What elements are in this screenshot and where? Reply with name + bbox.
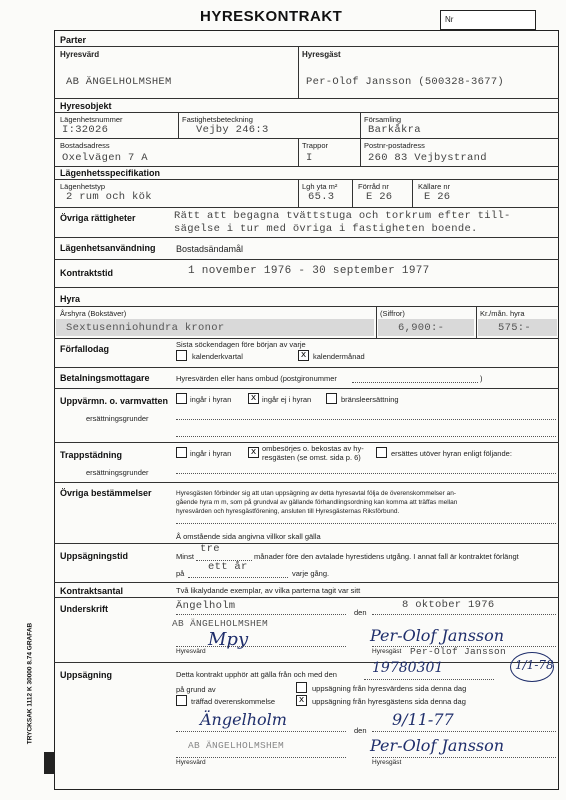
uppsagning-vard-checkbox[interactable] <box>296 682 307 693</box>
lagenhetsnummer-value: I:32026 <box>62 124 109 136</box>
forsamling-label: Församling <box>364 115 402 124</box>
lagenhetsspec-heading: Lägenhetsspecifikation <box>60 168 161 178</box>
circled-note <box>510 652 554 682</box>
trapp-ersattning-label: ersättningsgrunder <box>86 468 149 477</box>
uppsagning-hyresgast-label: Hyresgäst <box>372 759 402 766</box>
arshyra-value: Sextusenniohundra kronor <box>66 322 225 334</box>
underskrift-place: Ängelholm <box>176 600 236 612</box>
uppsagningstid-label: Uppsägningstid <box>60 551 128 561</box>
rule <box>54 207 559 208</box>
rule <box>54 46 559 47</box>
uppsagningstid-text: månader före den avtalade hyrestidens utgång. I annat fall är kontraktet förlängt <box>254 552 519 561</box>
underskrift-stamp: AB ÄNGELHOLMSHEM <box>172 618 269 629</box>
nr-label: Nr <box>445 15 454 24</box>
betalning-close: ) <box>480 374 483 383</box>
kallare-label: Källare nr <box>418 182 451 191</box>
rule <box>178 112 179 138</box>
trapp-ersattes-checkbox[interactable] <box>376 447 387 458</box>
trapp-ingar-label: ingår i hyran <box>190 449 232 458</box>
trappor-value: I <box>306 152 313 164</box>
uppvarmning-ingar-checkbox[interactable] <box>176 393 187 404</box>
typ-value: 2 rum och kök <box>66 191 152 203</box>
uppsagning-stamp: AB ÄNGELHOLMSHEM <box>188 740 285 751</box>
page-title: HYRESKONTRAKT <box>200 8 343 25</box>
dotted-line <box>372 757 556 758</box>
uppsagning-place: Ängelholm <box>200 710 287 729</box>
bostadsadress-label: Bostadsadress <box>60 141 110 150</box>
uppsagning-gast-label: uppsägning från hyresgästens sida denna dag <box>312 697 466 706</box>
rule <box>54 662 559 663</box>
rule <box>298 179 299 207</box>
minst-label: Minst <box>176 552 194 561</box>
uppvarmning-ersattning-label: ersättningsgrunder <box>86 414 149 423</box>
betalning-label: Betalningsmottagare <box>60 373 150 383</box>
typ-label: Lägenhetstyp <box>60 182 106 191</box>
dotted-line <box>188 577 288 578</box>
siffror-label: (Siffror) <box>380 309 405 318</box>
varje-label: varje gång. <box>292 569 330 578</box>
ovriga-rattigheter-label: Övriga rättigheter <box>60 213 136 223</box>
rule <box>412 179 413 207</box>
manader-value: tre <box>200 543 220 555</box>
hyresvard-value: AB ÄNGELHOLMSHEM <box>66 76 172 88</box>
trapp-ersattes-label: ersättes utöver hyran enligt följande: <box>391 449 512 458</box>
kontraktstid-label: Kontraktstid <box>60 268 114 278</box>
rule <box>54 259 559 260</box>
trapp-ombesorjes-line2: resgästen (se omst. sida p. 6) <box>262 453 361 462</box>
uppsagning-den: den <box>354 726 367 735</box>
yta-value: 65.3 <box>308 191 335 203</box>
rule <box>54 543 559 544</box>
rule <box>54 179 559 180</box>
dotted-line <box>176 419 556 420</box>
uppsagning-date: 19780301 <box>372 660 444 676</box>
dotted-line <box>176 646 346 647</box>
ovriga-rattigheter-line1: Rätt att begagna tvättstuga och torkrum efter till- <box>174 210 511 222</box>
dotted-line <box>176 523 556 524</box>
manad-label: Kr./mån. hyra <box>480 309 525 318</box>
uppvarmning-ingar-ej-checkbox[interactable]: x <box>248 393 259 404</box>
traffad-checkbox[interactable] <box>176 695 187 706</box>
arshyra-label: Årshyra (Bokstäver) <box>60 309 127 318</box>
kontraktsantal-text: Två likalydande exemplar, av vilka parterna tagit var sitt <box>176 586 361 595</box>
uppvarmning-bransle-label: bränsleersättning <box>341 395 399 404</box>
rule <box>54 597 559 598</box>
ovriga-bestammelser-label: Övriga bestämmelser <box>60 488 152 498</box>
kontraktstid-value: 1 november 1976 - 30 september 1977 <box>188 265 430 277</box>
omstaende-text: Å omstående sida angivna villkor skall gälla <box>176 532 321 541</box>
hyra-heading: Hyra <box>60 294 81 304</box>
rule <box>54 338 559 339</box>
forrad-label: Förråd nr <box>358 182 389 191</box>
forfallodag-text: Sista söckendagen före början av varje <box>176 340 306 349</box>
rule <box>298 46 299 98</box>
uppvarmning-bransle-checkbox[interactable] <box>326 393 337 404</box>
fastighet-value: Vejby 246:3 <box>196 124 269 136</box>
siffror-value: 6,900:- <box>398 322 445 334</box>
underskrift-hyresgast-name: Per-Olof Jansson <box>410 646 507 657</box>
hyresobjekt-heading: Hyresobjekt <box>60 101 112 111</box>
uppsagning-date-hand: 9/11-77 <box>392 710 454 729</box>
dotted-line <box>176 473 556 474</box>
kalenderkvartal-checkbox[interactable] <box>176 350 187 361</box>
hyresgast-signature-2: Per-Olof Jansson <box>370 736 505 755</box>
traffad-label: träffad överenskommelse <box>191 697 276 706</box>
rule <box>54 388 559 389</box>
pa-label: på <box>176 569 185 578</box>
pa-grund-label: på grund av <box>176 685 216 694</box>
uppsagning-hyresvard-label: Hyresvärd <box>176 759 206 766</box>
rule <box>298 138 299 166</box>
trappstadning-label: Trappstädning <box>60 450 123 460</box>
rule <box>54 166 559 167</box>
postnr-value: 260 83 Vejbystrand <box>368 152 487 164</box>
dotted-line <box>352 382 478 383</box>
uppvarmning-label: Uppvärmn. o. varmvatten <box>60 396 169 406</box>
underskrift-date: 8 oktober 1976 <box>402 599 495 611</box>
dotted-line <box>176 731 346 732</box>
rule <box>54 287 559 288</box>
lagenhetsanvandning-value: Bostadsändamål <box>176 244 244 254</box>
kalenderkvartal-label: kalenderkvartal <box>192 352 243 361</box>
kalendermanad-label: kalendermånad <box>313 352 365 361</box>
forfallodag-label: Förfallodag <box>60 344 109 354</box>
rule <box>376 306 377 338</box>
dotted-line <box>176 757 346 758</box>
ovriga-bestammelser-line3: hyresvärden och hyresgästförening, ansluten till Hyresgästernas Riksförbund. <box>176 508 400 515</box>
uppsagning-gast-checkbox[interactable]: x <box>296 695 307 706</box>
rule <box>54 237 559 238</box>
dotted-line <box>176 614 346 615</box>
ovriga-rattigheter-line2: sägelse i tur med övriga i fastigheten boende. <box>174 223 478 235</box>
hyresgast-signature-1: Per-Olof Jansson <box>370 626 505 645</box>
period-value: ett år <box>208 561 248 573</box>
lagenhetsanvandning-label: Lägenhetsanvändning <box>60 243 156 253</box>
forsamling-value: Barkåkra <box>368 124 421 136</box>
uppsagning-vard-label: uppsägning från hyresvärdens sida denna dag <box>312 684 467 693</box>
hyresvard-label: Hyresvärd <box>60 50 100 59</box>
dotted-line <box>176 436 556 437</box>
circled-note-text: 1/1-78 <box>515 658 554 672</box>
underskrift-hyresgast-label: Hyresgäst <box>372 648 402 655</box>
rule <box>54 112 559 113</box>
publisher-logo <box>44 752 54 774</box>
underskrift-den: den <box>354 608 367 617</box>
rule <box>54 98 559 99</box>
uppsagning-label: Uppsägning <box>60 670 112 680</box>
underskrift-hyresvard-label: Hyresvärd <box>176 648 206 655</box>
postnr-label: Postnr-postadress <box>364 141 425 150</box>
rule <box>54 138 559 139</box>
rule <box>352 179 353 207</box>
betalning-text: Hyresvärden eller hans ombud (postgironummer <box>176 374 337 383</box>
dotted-line <box>372 731 556 732</box>
trapp-ombesorjes-line1: ombesörjes o. bekostas av hy- <box>262 444 364 453</box>
hyresgast-label: Hyresgäst <box>302 50 341 59</box>
ovriga-bestammelser-line1: Hyresgästen förbinder sig att utan uppsägning av detta hyresavtal följa de överenskommelser an- <box>176 490 457 497</box>
ovriga-bestammelser-line2: gående hyra m m, som på grundval av gällande förhandlingsordning kan komma att träffas mellan <box>176 499 458 506</box>
trapp-ombesorjes-checkbox[interactable]: x <box>248 447 259 458</box>
rule <box>54 442 559 443</box>
lagenhetsnummer-label: Lägenhetsnummer <box>60 115 123 124</box>
uppvarmning-ingar-ej-label: ingår ej i hyran <box>262 395 312 404</box>
side-print: TRYCKSAK 1112 K 30000 8.74 GRAFAB <box>26 622 34 745</box>
forrad-value: E 26 <box>366 191 393 203</box>
nr-box[interactable] <box>440 10 536 30</box>
dotted-line <box>364 679 494 680</box>
hyresvard-signature-1: Mpy <box>208 629 249 650</box>
dotted-line <box>372 614 556 615</box>
parter-heading: Parter <box>60 35 87 45</box>
bostadsadress-value: Oxelvägen 7 A <box>62 152 148 164</box>
rule <box>54 482 559 483</box>
rule <box>360 112 361 166</box>
kontraktsantal-label: Kontraktsantal <box>60 586 124 596</box>
kalendermanad-checkbox[interactable]: x <box>298 350 309 361</box>
manad-value: 575:- <box>498 322 532 334</box>
yta-label: Lgh yta m² <box>302 182 338 191</box>
trapp-ingar-checkbox[interactable] <box>176 447 187 458</box>
uppvarmning-ingar-label: ingår i hyran <box>190 395 232 404</box>
trappor-label: Trappor <box>302 141 328 150</box>
uppsagning-text: Detta kontrakt upphör att gälla från och med den <box>176 670 337 679</box>
rule <box>476 306 477 338</box>
rule <box>54 306 559 307</box>
kallare-value: E 26 <box>424 191 451 203</box>
fastighet-label: Fastighetsbeteckning <box>182 115 253 124</box>
hyresgast-value: Per-Olof Jansson (500328-3677) <box>306 76 505 88</box>
rule <box>54 582 559 583</box>
underskrift-label: Underskrift <box>60 604 109 614</box>
rule <box>54 367 559 368</box>
